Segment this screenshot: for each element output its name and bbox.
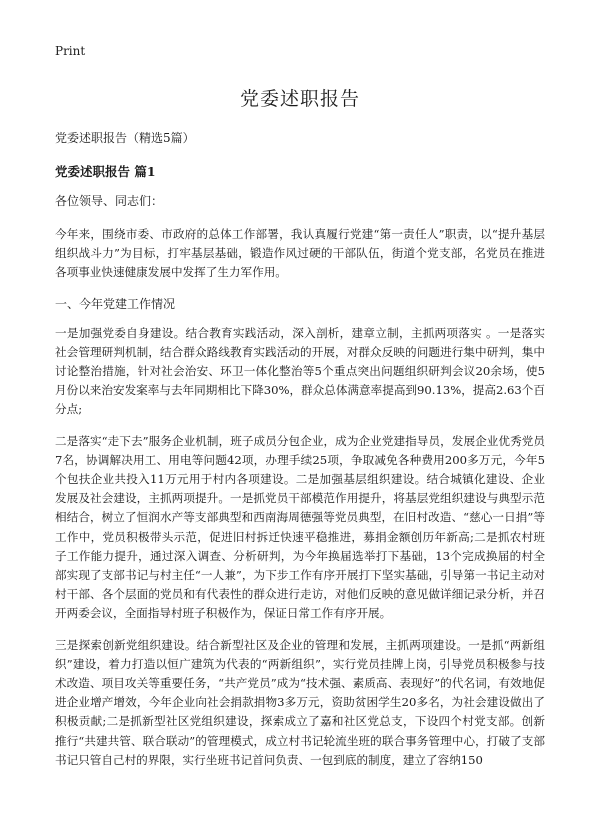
section-heading: 党委述职报告 篇1 — [55, 164, 156, 179]
paragraph-2: 二是落实“走下去”服务企业机制，班子成员分包企业，成为企业党建指导员，发展企业优秀党员7名，协调解决用工、用电等问题42项，办理手续25项，争取减免各种费用200多万元，今年5个包扶企业共投入11万元用于村内各项建设。二是加强基层组织建设。结合城镇化建设、企业发展及社会建设，主抓两项提升。一是抓党员干部模范作用提升，将基层党组织建设与典型示范相结合，树立了恒润水产等支部典型和西南海周德强等党员典型，在旧村改造、“慈心一日捐”等工作中，党员积极带头示范，促进旧村拆迁快速平稳推进，募捐金额创历年新高;二是抓农村班子工作能力提升，通过深入调查、分析研判，为今年换届选举打下基础，13个完成换届的村全部实现了支部书记与村主任“一人兼”，为下步工作有序开展打下坚实基础，引导第一书记主动对村干部、各个层面的党员和有代表性的群众进行走访，对他们反映的意见做详细记录分析，并召开两委会议，全面指导村班子积极作为，保证日常工作有序开展。 — [55, 433, 545, 621]
greeting: 各位领导、同志们： — [55, 194, 164, 208]
paragraph-1: 一是加强党委自身建设。结合教育实践活动，深入剖析，建章立制，主抓两项落实 。一是落实社会管理研判机制，结合群众路线教育实践活动的开展，对群众反映的问题进行集中研判，集中讨论整治措施，针对社会治安、环卫一体化整治等5个重点突出问题组织研判会议20余场，使5月份以来治安发案率与去年同期相比下降30%，群众总体满意率提高到90.13%，提高2.63个百分点; — [55, 325, 545, 417]
paragraph-intro: 今年来，围绕市委、市政府的总体工作部署，我认真履行党建“第一责任人”职责，以“提升基层组织战斗力”为目标，打牢基层基础，锻造作风过硬的干部队伍，街道个党支部，名党员在推进各项事业快速健康发展中发挥了生力军作用。 — [55, 227, 545, 280]
section-title: 一、今年党建工作情况 — [55, 296, 176, 311]
document-title: 党委述职报告 — [239, 88, 360, 110]
document-subtitle: 党委述职报告（精选5篇） — [55, 131, 195, 145]
paragraph-3: 三是探索创新党组织建设。结合新型社区及企业的管理和发展，主抓两项建设。一是抓“两新组织”建设，着力打造以恒广建筑为代表的“两新组织”，实行党员挂牌上岗，引导党员积极参与技术改造、项目攻关等重要任务，“共产党员”成为“技术强、素质高、表现好”的代名词，有效地促进企业增产增效，今年企业向社会捐款捐物3多万元，资助贫困学生20多名，为社会建设做出了积极贡献;二是抓新型社区党组织建设，探索成立了嘉和社区党总支，下设四个村党支部。创新推行“共建共管、联合联动”的管理模式，成立村书记轮流坐班的联合事务管理中心，打破了支部书记只管自己村的界限，实行坐班书记首问负责、一包到底的制度，建立了容纳150 — [55, 637, 545, 767]
print-label[interactable]: Print — [55, 44, 86, 58]
